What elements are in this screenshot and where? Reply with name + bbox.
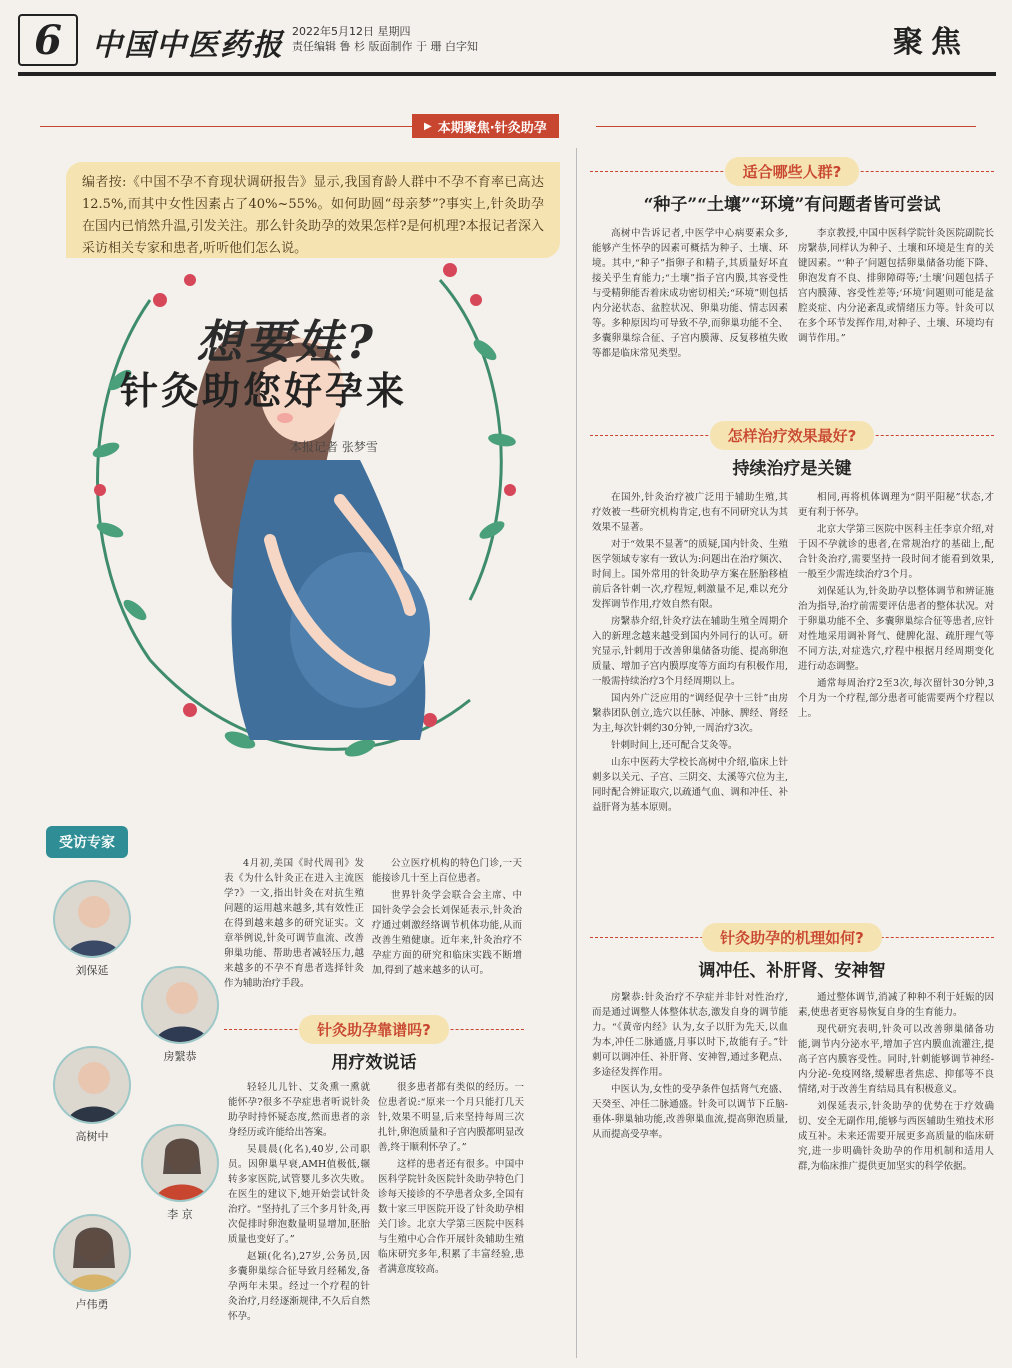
section-heading-reliability xyxy=(224,1014,524,1044)
paragraph: 通过整体调节,消减了种种不利于妊娠的因素,使患者更容易恢复自身的生育能力。 xyxy=(798,992,994,1018)
paragraph: 李京教授,中国中医科学院针灸医院副院长房繄恭,同样认为种子、土壤和环境是生育的关键因素。“‘种子’问题包括卵巢储备功能下降、卵泡发育不良、排卵障碍等;‘土壤’问题包括子宫内膜薄、容受性差等;‘环境’问题则可能是盆腔炎症、内分泌紊乱或情绪压力等。针灸可以在多个环节发挥作用,对种子、土壤、环境均有调节作用。” xyxy=(798,228,994,344)
lead-article-col2 xyxy=(372,856,522,1006)
expert-name: 高树中 xyxy=(75,1130,109,1143)
byline: 本报记者 张梦雪 xyxy=(290,440,378,454)
treatment-col1 xyxy=(592,490,788,906)
section-title: 针灸助孕的机理如何? xyxy=(702,923,882,952)
headline-line1: 想要娃? xyxy=(196,315,377,369)
masthead-rule xyxy=(18,72,996,76)
expert-photo xyxy=(53,1046,131,1124)
paragraph: 刘保延表示,针灸助孕的优势在于疗效确切、安全无副作用,能够与西医辅助生殖技术形成互补。未来还需要开展更多高质量的临床研究,进一步明确针灸助孕的作用机制和适用人群,为临床推广提供更加坚实的科学依据。 xyxy=(798,1101,994,1172)
expert-card xyxy=(52,1214,132,1312)
section-subtitle: “种子”“土壤”“环境”有问题者皆可尝试 xyxy=(643,195,941,215)
column-divider xyxy=(576,148,577,1358)
expert-card xyxy=(52,1046,132,1144)
section-tag: 聚焦 xyxy=(893,25,969,60)
mechanism-col1 xyxy=(592,990,788,1358)
treatment-col2 xyxy=(798,490,994,906)
page-number: 6 xyxy=(18,14,78,66)
editor-note: 编者按:《中国不孕不育现状调研报告》显示,我国育龄人群中不孕不育率已高达12.5%,而其中女性因素占了40%~55%。如何助圆“母亲梦”?事实上,针灸助孕在国内已悄然升温,引发关注。那么针灸助孕的效果怎样?是何机理?本报记者深入采访相关专家和患者,听听他们怎么说。 xyxy=(66,162,560,258)
lead-article-col1 xyxy=(224,856,364,1006)
paragraph: 4月初,美国《时代周刊》发表《为什么针灸正在进入主流医学?》一文,指出针灸在对抗生殖问题的运用越来越多,其有效性正在得到越来越多的研究证实。文章举例说,针灸可调节血流、改善卵巢功能、帮助患者减轻压力,越来越多的不孕不育患者选择针灸作为辅助治疗手段。 xyxy=(224,858,364,989)
section-subtitle: 用疗效说话 xyxy=(331,1053,417,1073)
banner-rule-left xyxy=(40,126,412,127)
reliability-col2 xyxy=(378,1080,524,1358)
paragraph: 对于“效果不显著”的质疑,国内针灸、生殖医学领域专家有一致认为:问题出在治疗频次、时间上。国外常用的针灸助孕方案在胚胎移植前后各针刺一次,疗程短,刺激量不足,难以充分发挥调节作用,疗效自然有限。 xyxy=(592,539,788,610)
column-banner xyxy=(412,114,559,138)
column-banner-label: 本期聚焦·针灸助孕 xyxy=(437,120,547,136)
paragraph: 中医认为,女性的受孕条件包括肾气充盛、天癸至、冲任二脉通盛。针灸可以调节下丘脑-垂体-卵巢轴功能,改善卵巢血流,提高卵泡质量,从而提高受孕率。 xyxy=(592,1084,788,1140)
paragraph: 刘保延认为,针灸助孕以整体调节和辨证施治为指导,治疗前需要评估患者的整体状况。对于卵巢功能不全、多囊卵巢综合征等患者,应针对性地采用调补肾气、健脾化湿、疏肝理气等不同方法,对症选穴,疗程中根据月经周期变化进行动态调整。 xyxy=(798,586,994,672)
paragraph: 世界针灸学会联合会主席、中国针灸学会会长刘保延表示,针灸治疗通过刺激经络调节机体功能,从而改善生殖健康。近年来,针灸治疗不孕症方面的研究和临床实践不断增加,得到了越来越多的认可。 xyxy=(372,890,522,976)
expert-card xyxy=(140,966,220,1064)
expert-name: 李 京 xyxy=(167,1208,193,1221)
section-subtitle: 调冲任、补肝肾、安神智 xyxy=(698,961,886,981)
paragraph: 现代研究表明,针灸可以改善卵巢储备功能,调节内分泌水平,增加子宫内膜血流灌注,提高子宫内膜容受性。同时,针刺能够调节神经-内分泌-免疫网络,缓解患者焦虑、抑郁等不良情绪,对于改善生育结局具有积极意义。 xyxy=(798,1024,994,1095)
section-subtitle: 持续治疗是关键 xyxy=(732,459,852,479)
issue-date: 2022年5月12日 星期四 xyxy=(292,25,411,38)
issue-editors: 责任编辑 鲁 杉 版面制作 于 珊 白字知 xyxy=(292,40,478,53)
section-title: 针灸助孕靠谱吗? xyxy=(299,1015,449,1044)
paragraph: 赵颖(化名),27岁,公务员,因多囊卵巢综合征导致月经稀发,备孕两年未果。经过一个疗程的针灸治疗,月经逐渐规律,不久后自然怀孕。 xyxy=(228,1251,370,1322)
expert-photo xyxy=(53,880,131,958)
experts-heading: 受访专家 xyxy=(46,826,128,858)
expert-card xyxy=(140,1124,220,1222)
paragraph: 针刺时间上,还可配合艾灸等。 xyxy=(611,740,738,751)
section-heading-mechanism xyxy=(590,922,994,952)
section-heading-best-treatment xyxy=(590,420,994,450)
paragraph: 山东中医药大学校长高树中介绍,临床上针刺多以关元、子宫、三阴交、太溪等穴位为主,同时配合辨证取穴,以疏通气血、调和冲任、补益肝肾为基本原则。 xyxy=(592,757,788,813)
paragraph: 通常每周治疗2至3次,每次留针30分钟,3个月为一个疗程,部分患者可能需要两个疗程以上。 xyxy=(798,678,994,719)
headline-line2: 针灸助您好孕来 xyxy=(120,369,408,413)
paragraph: 北京大学第三医院中医科主任李京介绍,对于因不孕就诊的患者,在常规治疗的基础上,配合针灸治疗,需要坚持一段时间才能看到效果,一般至少需连续治疗3个月。 xyxy=(798,524,994,580)
reliability-col1 xyxy=(228,1080,370,1358)
suitable-col2 xyxy=(798,226,994,406)
paragraph: 公立医疗机构的特色门诊,一天能接诊几十至上百位患者。 xyxy=(372,858,522,884)
section-title: 怎样治疗效果最好? xyxy=(710,421,875,450)
paragraph: 房繄恭:针灸治疗不孕症并非针对性治疗,而是通过调整人体整体状态,激发自身的调节能力。“《黄帝内经》认为,女子以肝为先天,以血为本,冲任二脉通盛,月事以时下,故能有子。”针刺可以调冲任、补肝肾、安神智,通过多靶点、多途径发挥作用。 xyxy=(592,992,788,1078)
paragraph: 国内外广泛应用的“调经促孕十三针”由房繄恭团队创立,选穴以任脉、冲脉、脾经、肾经为主,每次针刺约30分钟,一周治疗3次。 xyxy=(592,693,788,734)
paragraph: 很多患者都有类似的经历。一位患者说:“原来一个月只能打几天针,效果不明显,后来坚持每周三次扎针,卵泡质量和子宫内膜都明显改善,终于顺利怀孕了。” xyxy=(378,1082,524,1153)
expert-name: 房繄恭 xyxy=(163,1050,197,1063)
paragraph: 这样的患者还有很多。中国中医科学院针灸医院针灸助孕特色门诊每天接诊的不孕患者众多,全国有数十家三甲医院开设了针灸助孕相关门诊。北京大学第三医院中医科与生殖中心合作开展针灸辅助生殖临床研究多年,积累了丰富经验,患者满意度较高。 xyxy=(378,1159,524,1275)
expert-photo xyxy=(53,1214,131,1292)
expert-name: 刘保延 xyxy=(75,964,109,977)
banner-rule-right xyxy=(596,126,976,127)
paragraph: 房繄恭介绍,针灸疗法在辅助生殖全周期介入的新理念越来越受到国内外同行的认可。研究显示,针刺用于改善卵巢储备功能、提高卵泡质量、增加子宫内膜厚度等方面均有积极作用,一般需持续治疗3个月经周期以上。 xyxy=(592,616,788,687)
newspaper-brand: 中国中医药报 xyxy=(92,28,284,63)
mechanism-col2 xyxy=(798,990,994,1358)
expert-card xyxy=(52,880,132,978)
section-title: 适合哪些人群? xyxy=(725,157,860,186)
paragraph: 轻轻儿儿针、艾灸熏一熏就能怀孕?很多不孕症患者听说针灸助孕时持怀疑态度,然而患者的亲身经历或许能给出答案。 xyxy=(228,1082,370,1138)
expert-name: 卢伟勇 xyxy=(75,1298,109,1311)
suitable-col1 xyxy=(592,226,788,406)
paragraph: 在国外,针灸治疗被广泛用于辅助生殖,其疗效被一些研究机构肯定,也有不同研究认为其效果不显著。 xyxy=(592,492,788,533)
section-heading-suitable xyxy=(590,156,994,186)
expert-photo xyxy=(141,1124,219,1202)
paragraph: 相同,再将机体调理为“阴平阳秘”状态,才更有利于怀孕。 xyxy=(798,492,994,518)
paragraph: 高树中告诉记者,中医学中心病要素众多,能够产生怀孕的因素可概括为种子、土壤、环境。其中,“种子”指卵子和精子,其质量好坏直接关乎生育能力;“土壤”指子宫内膜,其容受性与受精卵能否着床成功密切相关;“环境”则包括内分泌状态、盆腔状况、卵巢功能、情志因素等。多种原因均可导致不孕,而卵巢功能不全、多囊卵巢综合征、子宫内膜薄、反复移植失败等都是临床常见类型。 xyxy=(592,228,788,359)
masthead xyxy=(0,0,1012,72)
issue-meta xyxy=(292,24,478,54)
expert-photo xyxy=(141,966,219,1044)
triangle-icon: ▶ xyxy=(424,120,432,132)
paragraph: 吴晨晨(化名),40岁,公司职员。因卵巢早衰,AMH值极低,辗转多家医院,试管婴儿多次失败。在医生的建议下,她开始尝试针灸治疗。“坚持扎了三个多月针灸,再次促排时卵泡数量明显增加,胚胎质量也变好了。” xyxy=(228,1144,370,1245)
